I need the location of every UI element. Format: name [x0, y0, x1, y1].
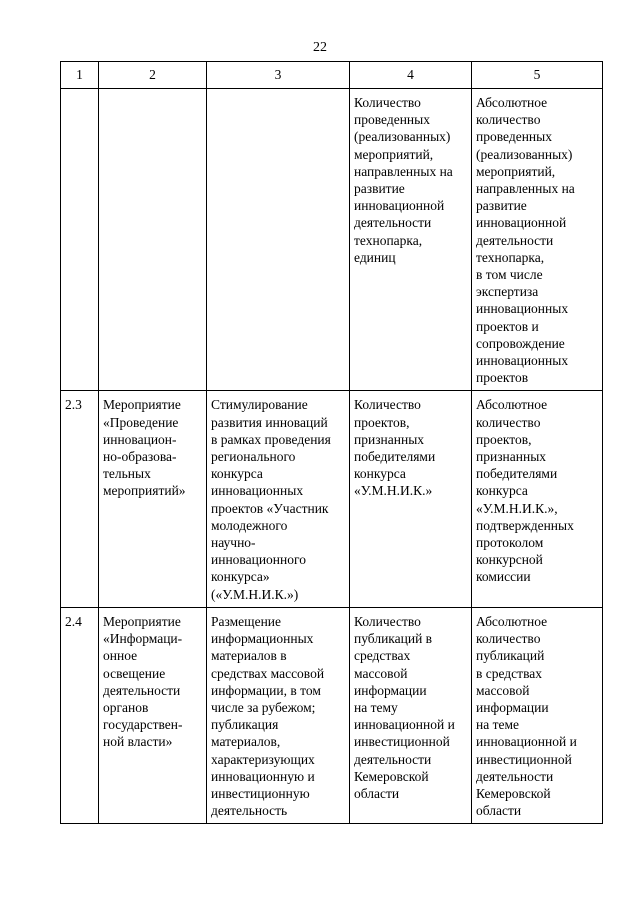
header-cell: 5 [472, 62, 603, 89]
indicator-cell [350, 89, 472, 391]
indicator-cell [350, 607, 472, 823]
indicator-name: Количество проектов, признанных победителями конкурса «У.М.Н.И.К.» [354, 397, 436, 499]
event-description: Стимулирование развития инноваций в рамках проведения регионального конкурса инновационных проектов «Участник молодежного научно- инновационного конкурса» («У.М.Н.И.К.») [211, 397, 331, 602]
page-number: 22 [313, 40, 327, 55]
event-cell [99, 607, 207, 823]
header-cell: 3 [207, 62, 350, 89]
header-cell: 4 [350, 62, 472, 89]
indicator-cell [350, 391, 472, 607]
method-cell [472, 89, 603, 391]
method-cell [472, 391, 603, 607]
description-cell [207, 391, 350, 607]
table-row [61, 391, 603, 607]
event-name: Мероприятие «Проведение инновацион- но-образова- тельных мероприятий» [103, 397, 186, 499]
row-number-cell [61, 89, 99, 391]
indicator-method: Абсолютное количество проектов, признанных победителями конкурса «У.М.Н.И.К.», подтвержденных протоколом конкурсной комиссии [476, 397, 574, 585]
table-row [61, 607, 603, 823]
table-row [61, 89, 603, 391]
program-table [60, 61, 603, 824]
event-cell [99, 89, 207, 391]
event-description: Размещение информационных материалов в средствах массовой информации, в том числе за рубежом; публикация материалов, характеризующих инновационную и инвестиционную деятельность [211, 613, 325, 819]
table-header-row [61, 62, 603, 89]
indicator-name: Количество публикаций в средствах массовой информации на тему инновационной и инвестиционной деятельности Кемеровской области [354, 613, 455, 801]
header-cell: 1 [61, 62, 99, 89]
header-cell: 2 [99, 62, 207, 89]
event-name: Мероприятие «Информаци- онное освещение деятельности органов государствен- ной власти» [103, 613, 183, 750]
indicator-name: Количество проведенных (реализованных) мероприятий, направленных на развитие инновационной деятельности технопарка, единиц [354, 95, 453, 265]
event-cell [99, 391, 207, 607]
indicator-method: Абсолютное количество проведенных (реализованных) мероприятий, направленных на развитие инновационной деятельности технопарка, в том числе экспертиза инновационных проектов и сопровождение инновационных проектов [476, 95, 575, 386]
indicator-method: Абсолютное количество публикаций в средствах массовой информации на теме инновационной и инвестиционной деятельности Кемеровской области [476, 613, 577, 819]
row-number-cell [61, 391, 99, 607]
row-number: 2.3 [65, 397, 82, 413]
row-number-cell [61, 607, 99, 823]
method-cell [472, 607, 603, 823]
row-number: 2.4 [65, 613, 82, 629]
description-cell [207, 89, 350, 391]
description-cell [207, 607, 350, 823]
